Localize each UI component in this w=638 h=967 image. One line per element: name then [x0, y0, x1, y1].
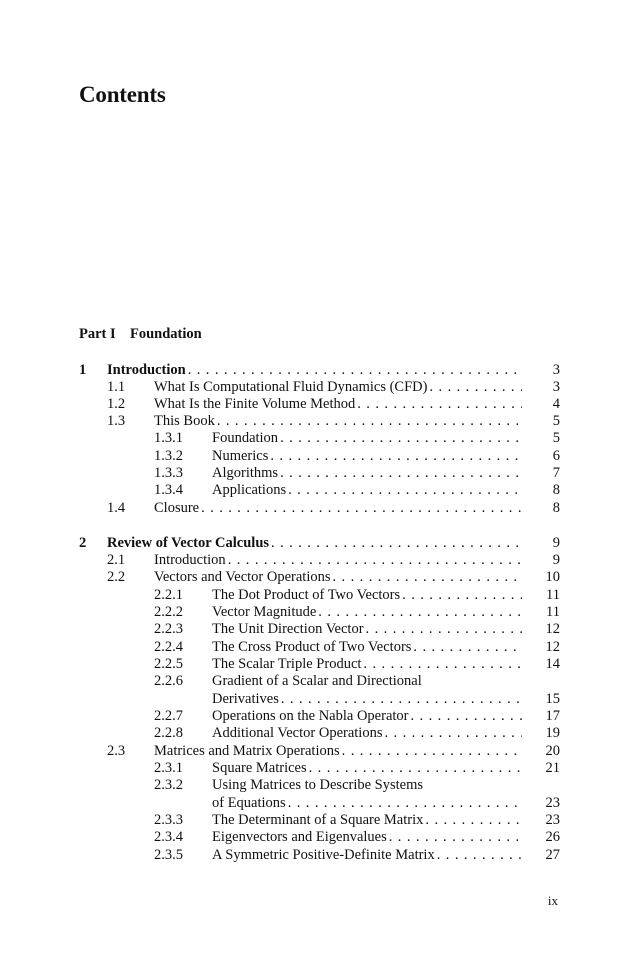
toc-entry[interactable]: [79, 621, 560, 638]
toc-entry-title-line: [212, 604, 522, 621]
toc-entry-page: 12: [545, 621, 560, 637]
toc-entry-page: 23: [545, 795, 560, 811]
toc-entry-page: 3: [552, 362, 560, 378]
toc-entry-number: 1.3.3: [154, 465, 183, 481]
toc-entry-title-line: [212, 621, 522, 638]
toc-entry-page: 5: [552, 413, 560, 429]
toc-entry[interactable]: [79, 777, 560, 794]
toc-entry-title-line: [212, 725, 522, 742]
toc-entry-title-line: [154, 413, 522, 430]
toc-entry[interactable]: [79, 552, 560, 569]
toc-entry-number: 1.3.4: [154, 482, 183, 498]
toc-entry-title: This Book: [154, 413, 215, 429]
toc-entry[interactable]: [79, 413, 560, 430]
toc-entry-title: Applications: [212, 482, 287, 498]
toc-entry-page: 17: [545, 708, 560, 724]
toc-entry-page: 3: [552, 379, 560, 395]
toc-entry-number: 2.3.5: [154, 847, 183, 863]
toc-entry-number: 2.2.2: [154, 604, 183, 620]
toc-entry-title-line: [212, 847, 522, 864]
toc-entry-page: 14: [545, 656, 560, 672]
dot-leader: [400, 587, 522, 604]
toc-entry-title-line: [154, 379, 522, 396]
page-number: ix: [547, 893, 558, 908]
dot-leader: [307, 760, 522, 777]
dot-leader: [278, 465, 522, 482]
toc-entry-number: 1.3.1: [154, 430, 183, 446]
toc-entry-title-line: [154, 552, 522, 569]
toc-entry-title-line: [107, 362, 522, 379]
dot-leader: [411, 639, 522, 656]
toc-entry-title-line: [212, 708, 522, 725]
toc-entry-number: 2: [79, 535, 87, 551]
toc-entry-number: 1.1: [107, 379, 126, 395]
toc-entry-page: 27: [545, 847, 560, 863]
toc-entry-title: Foundation: [212, 430, 279, 446]
toc-entry-page: 15: [545, 691, 560, 707]
dot-leader: [435, 847, 522, 864]
toc-entry-title: Additional Vector Operations: [212, 725, 383, 741]
toc-entry[interactable]: [79, 691, 560, 708]
dot-leader: [286, 482, 522, 499]
toc-entry-title: Square Matrices: [212, 760, 307, 776]
toc-entry-title: Algorithms: [212, 465, 279, 481]
toc-entry[interactable]: [79, 362, 560, 379]
toc-entry-title: Matrices and Matrix Operations: [154, 743, 340, 759]
toc-entry[interactable]: [79, 448, 560, 465]
dot-leader: [331, 569, 523, 586]
toc-entry-title-line: [212, 829, 522, 846]
toc-entry-title: Gradient of a Scalar and Directional: [212, 673, 422, 689]
toc-entry-title-line: [154, 743, 522, 760]
toc-entry-title: Operations on the Nabla Operator: [212, 708, 409, 724]
toc-entry-title-line: [212, 673, 522, 690]
dot-leader: [423, 812, 522, 829]
toc-entry-number: 1: [79, 362, 87, 378]
toc-entry-number: 1.4: [107, 500, 126, 516]
toc-entry-number: 2.3: [107, 743, 126, 759]
toc-entry-title: Introduction: [107, 362, 186, 378]
dot-leader: [316, 604, 522, 621]
part-number: Part I: [79, 326, 116, 342]
toc-entry-number: 2.3.3: [154, 812, 183, 828]
page-title: Contents: [79, 82, 166, 107]
toc-entry-title: The Dot Product of Two Vectors: [212, 587, 401, 603]
dot-leader: [269, 535, 522, 552]
toc-entry-title: Vectors and Vector Operations: [154, 569, 331, 585]
toc-entry-number: 1.3.2: [154, 448, 183, 464]
toc-entry[interactable]: [79, 708, 560, 725]
toc-entry-title-line: [212, 465, 522, 482]
toc-entry-page: 20: [545, 743, 560, 759]
toc-entry[interactable]: [79, 379, 560, 396]
toc-entry-number: 2.2.1: [154, 587, 183, 603]
toc-entry-page: 10: [545, 569, 560, 585]
dot-leader: [186, 362, 522, 379]
toc-entry-title-line: [212, 482, 522, 499]
toc-entry-number: 2.2: [107, 569, 126, 585]
toc-entry[interactable]: [79, 430, 560, 447]
toc-entry-title-line: [212, 777, 522, 794]
toc-entry-page: 21: [545, 760, 560, 776]
toc-entry-title-line: [212, 691, 522, 708]
toc-entry-page: 8: [552, 482, 560, 498]
toc-entry-title-line: [107, 535, 522, 552]
toc-entry[interactable]: [79, 604, 560, 621]
toc-entry-page: 6: [552, 448, 560, 464]
toc-entry-number: 2.2.4: [154, 639, 183, 655]
toc-entry-title-line: [212, 448, 522, 465]
toc-entry[interactable]: [79, 482, 560, 499]
toc-entry[interactable]: [79, 587, 560, 604]
toc-entry-page: 9: [552, 535, 560, 551]
toc-entry[interactable]: [79, 673, 560, 690]
toc-entry-title: The Cross Product of Two Vectors: [212, 639, 412, 655]
toc-entry-title: Vector Magnitude: [212, 604, 317, 620]
toc-entry-number: 2.3.4: [154, 829, 183, 845]
dot-leader: [382, 725, 522, 742]
toc-entry-number: 1.3: [107, 413, 126, 429]
toc-entry-title-line: [212, 656, 522, 673]
toc-entry-title: Introduction: [154, 552, 226, 568]
toc-entry[interactable]: [79, 760, 560, 777]
toc-entry-title-line: [154, 396, 522, 413]
dot-leader: [226, 552, 522, 569]
toc-entry-title-line: [212, 760, 522, 777]
toc-entry[interactable]: [79, 569, 560, 586]
toc-entry-title: of Equations: [212, 795, 286, 811]
toc-entry[interactable]: [79, 847, 560, 864]
part-title: Foundation: [130, 326, 202, 342]
toc-entry-number: 2.2.8: [154, 725, 183, 741]
dot-leader: [364, 621, 522, 638]
toc-entry-title-line: [154, 569, 522, 586]
part-heading: [79, 326, 202, 343]
toc-entry[interactable]: [79, 812, 560, 829]
toc-entry[interactable]: [79, 795, 560, 812]
toc-entry-number: 2.3.2: [154, 777, 183, 793]
toc-entry-page: 11: [546, 587, 560, 603]
toc-entry[interactable]: [79, 743, 560, 760]
dot-leader: [215, 413, 522, 430]
dot-leader: [340, 743, 522, 760]
toc-entry-page: 7: [552, 465, 560, 481]
toc-entry[interactable]: [79, 535, 560, 552]
dot-leader: [409, 708, 523, 725]
toc-entry-title-line: [212, 795, 522, 812]
toc-entry-page: 23: [545, 812, 560, 828]
toc-entry-number: 2.1: [107, 552, 126, 568]
toc-entry[interactable]: [79, 656, 560, 673]
dot-leader: [268, 448, 522, 465]
dot-leader: [199, 500, 522, 517]
toc-entry-number: 2.2.3: [154, 621, 183, 637]
toc-entry-title: The Scalar Triple Product: [212, 656, 362, 672]
toc-entry-number: 2.2.5: [154, 656, 183, 672]
toc-entry-title: Numerics: [212, 448, 269, 464]
dot-leader: [361, 656, 522, 673]
toc-entry-page: 12: [545, 639, 560, 655]
dot-leader: [286, 795, 522, 812]
toc-entry-number: 2.2.6: [154, 673, 183, 689]
toc-entry[interactable]: [79, 639, 560, 656]
toc-entry-page: 26: [545, 829, 560, 845]
toc-entry-title: The Determinant of a Square Matrix: [212, 812, 424, 828]
toc-entry-page: 4: [552, 396, 560, 412]
toc-entry-number: 2.2.7: [154, 708, 183, 724]
toc-entry-title: Derivatives: [212, 691, 279, 707]
toc-entry-page: 19: [545, 725, 560, 741]
toc-entry-title-line: [212, 430, 522, 447]
toc-entry-title: What Is the Finite Volume Method: [154, 396, 356, 412]
toc-entry-number: 2.3.1: [154, 760, 183, 776]
toc-entry-page: 5: [552, 430, 560, 446]
dot-leader: [278, 430, 522, 447]
toc-entry-page: 9: [552, 552, 560, 568]
toc-entry-title: Using Matrices to Describe Systems: [212, 777, 424, 793]
toc-entry-title: Review of Vector Calculus: [107, 535, 270, 551]
toc-entry-title-line: [212, 587, 522, 604]
toc-entry[interactable]: [79, 396, 560, 413]
toc-entry[interactable]: [79, 725, 560, 742]
dot-leader: [387, 829, 522, 846]
toc-entry-title: What Is Computational Fluid Dynamics (CFD): [154, 379, 428, 395]
dot-leader: [279, 691, 522, 708]
toc-entry-title-line: [212, 812, 522, 829]
toc-entry-title: Closure: [154, 500, 200, 516]
toc-entry-page: 8: [552, 500, 560, 516]
toc-entry[interactable]: [79, 829, 560, 846]
dot-leader: [355, 396, 522, 413]
toc-entry-title-line: [154, 500, 522, 517]
toc-entry[interactable]: [79, 465, 560, 482]
toc-entry-title-line: [212, 639, 522, 656]
toc-entry-title: The Unit Direction Vector: [212, 621, 364, 637]
toc-entry-page: 11: [546, 604, 560, 620]
toc-entry-title: Eigenvectors and Eigenvalues: [212, 829, 387, 845]
toc-entry[interactable]: [79, 500, 560, 517]
toc-entry-title: A Symmetric Positive-Definite Matrix: [212, 847, 435, 863]
dot-leader: [427, 379, 522, 396]
toc-entry-number: 1.2: [107, 396, 126, 412]
